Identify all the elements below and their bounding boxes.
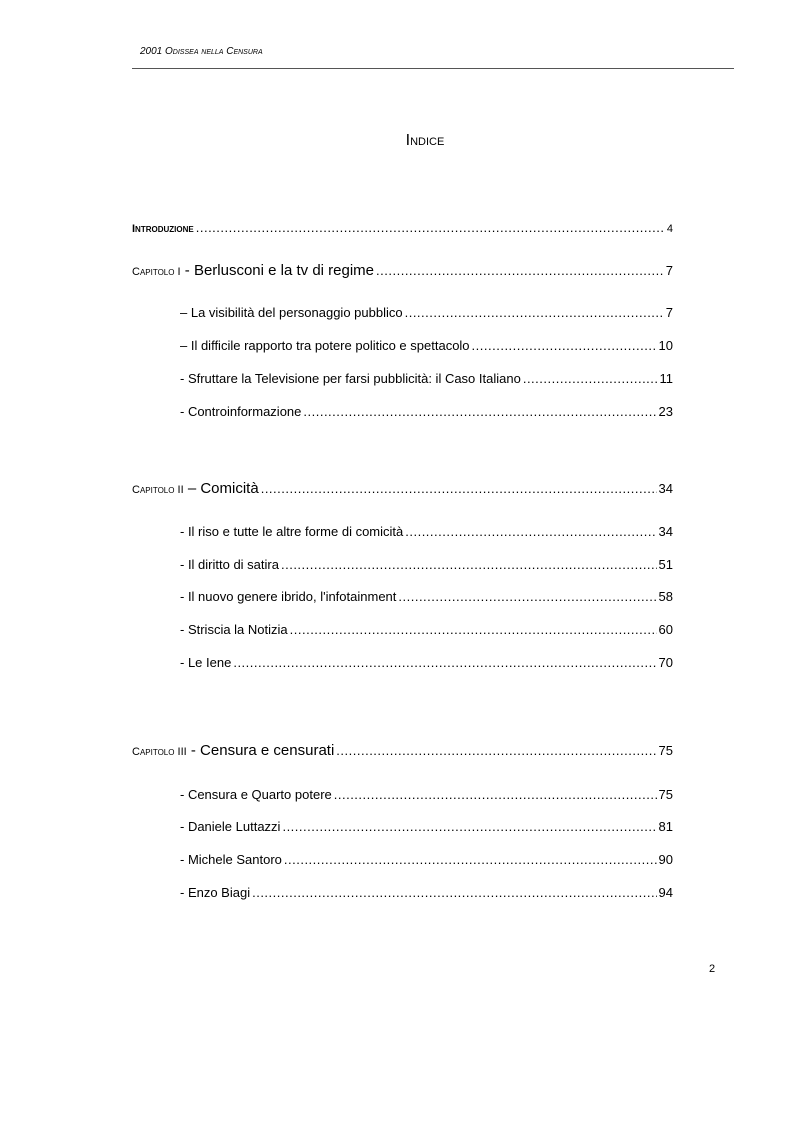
- chapter-separator: -: [186, 742, 201, 759]
- entry-page: 81: [658, 819, 673, 834]
- running-head-title: Odissea nella Censura: [165, 46, 263, 57]
- entry-text: - Le Iene: [180, 655, 232, 670]
- toc-chapter-3[interactable]: [132, 742, 673, 759]
- dot-leader: [252, 885, 656, 900]
- entry-text: - Enzo Biagi: [180, 885, 251, 900]
- toc-entry[interactable]: [180, 338, 673, 353]
- entry-text: - Michele Santoro: [180, 852, 282, 867]
- dot-leader: [281, 557, 657, 572]
- dot-leader: [261, 481, 657, 496]
- dot-leader: [233, 655, 656, 670]
- toc-entry[interactable]: [180, 557, 673, 572]
- entry-page: 90: [658, 852, 673, 867]
- chapter-label: Capitolo II: [132, 484, 184, 496]
- page-title: Indice: [405, 132, 445, 149]
- dot-leader: [472, 338, 657, 353]
- dot-leader: [334, 787, 657, 802]
- chapter-separator: -: [180, 262, 194, 279]
- toc-entry[interactable]: [180, 524, 673, 539]
- chapter-title: Comicità: [200, 480, 259, 497]
- entry-text: - Il diritto di satira: [180, 557, 279, 572]
- entry-page: 7: [665, 305, 673, 320]
- header-rule: [132, 68, 734, 69]
- toc-entry[interactable]: [180, 885, 673, 900]
- toc-introduction[interactable]: [132, 220, 673, 235]
- entry-page: 34: [658, 524, 673, 539]
- entry-text: – La visibilità del personaggio pubblico: [180, 305, 403, 320]
- dot-leader: [405, 305, 664, 320]
- dot-leader: [336, 743, 656, 758]
- dot-leader: [290, 622, 657, 637]
- toc-entry[interactable]: [180, 305, 673, 320]
- entry-page: 10: [658, 338, 673, 353]
- chapter-title: Berlusconi e la tv di regime: [193, 262, 375, 279]
- chapter-separator: –: [183, 480, 201, 497]
- toc-entry[interactable]: [180, 787, 673, 802]
- toc-chapter-2[interactable]: [132, 480, 673, 497]
- entry-text: - Censura e Quarto potere: [180, 787, 332, 802]
- entry-page: 51: [658, 557, 673, 572]
- entry-page: 70: [658, 655, 673, 670]
- chapter-page: 75: [658, 743, 673, 758]
- entry-text: - Il nuovo genere ibrido, l'infotainment: [180, 589, 397, 604]
- running-head-number: 2001: [140, 46, 163, 57]
- dot-leader: [405, 524, 656, 539]
- chapter-label: Capitolo III: [132, 746, 187, 758]
- dot-leader: [282, 819, 656, 834]
- toc-entry[interactable]: [180, 589, 673, 604]
- chapter-title: Censura e censurati: [200, 742, 335, 759]
- entry-page: 23: [658, 404, 673, 419]
- chapter-label: Capitolo I: [132, 266, 181, 278]
- toc-chapter-1[interactable]: [132, 262, 673, 279]
- entry-text: - Daniele Luttazzi: [180, 819, 281, 834]
- entry-page: 75: [658, 787, 673, 802]
- entry-text: – Il difficile rapporto tra potere politico e spettacolo: [180, 338, 470, 353]
- dot-leader: [196, 220, 665, 235]
- entry-text: - Controinformazione: [180, 404, 302, 419]
- toc-entry[interactable]: [180, 371, 673, 386]
- entry-page: 58: [658, 589, 673, 604]
- entry-text: - Il riso e tutte le altre forme di comicità: [180, 524, 404, 539]
- chapter-page: 7: [665, 263, 673, 278]
- toc-entry[interactable]: [180, 622, 673, 637]
- entry-page: 94: [658, 885, 673, 900]
- dot-leader: [303, 404, 656, 419]
- running-head: [140, 46, 263, 57]
- dot-leader: [523, 371, 658, 386]
- entry-text: - Sfruttare la Televisione per farsi pubblicità: il Caso Italiano: [180, 371, 521, 386]
- introduction-page: 4: [666, 223, 673, 235]
- dot-leader: [398, 589, 656, 604]
- toc-entry[interactable]: [180, 655, 673, 670]
- toc-entry[interactable]: [180, 404, 673, 419]
- dot-leader: [284, 852, 657, 867]
- toc-entry[interactable]: [180, 819, 673, 834]
- entry-text: - Striscia la Notizia: [180, 622, 288, 637]
- dot-leader: [376, 263, 664, 278]
- entry-page: 11: [659, 371, 673, 386]
- chapter-page: 34: [658, 481, 673, 496]
- page-number: 2: [709, 963, 716, 975]
- entry-page: 60: [658, 622, 673, 637]
- toc-entry[interactable]: [180, 852, 673, 867]
- introduction-label: Introduzione: [132, 223, 194, 235]
